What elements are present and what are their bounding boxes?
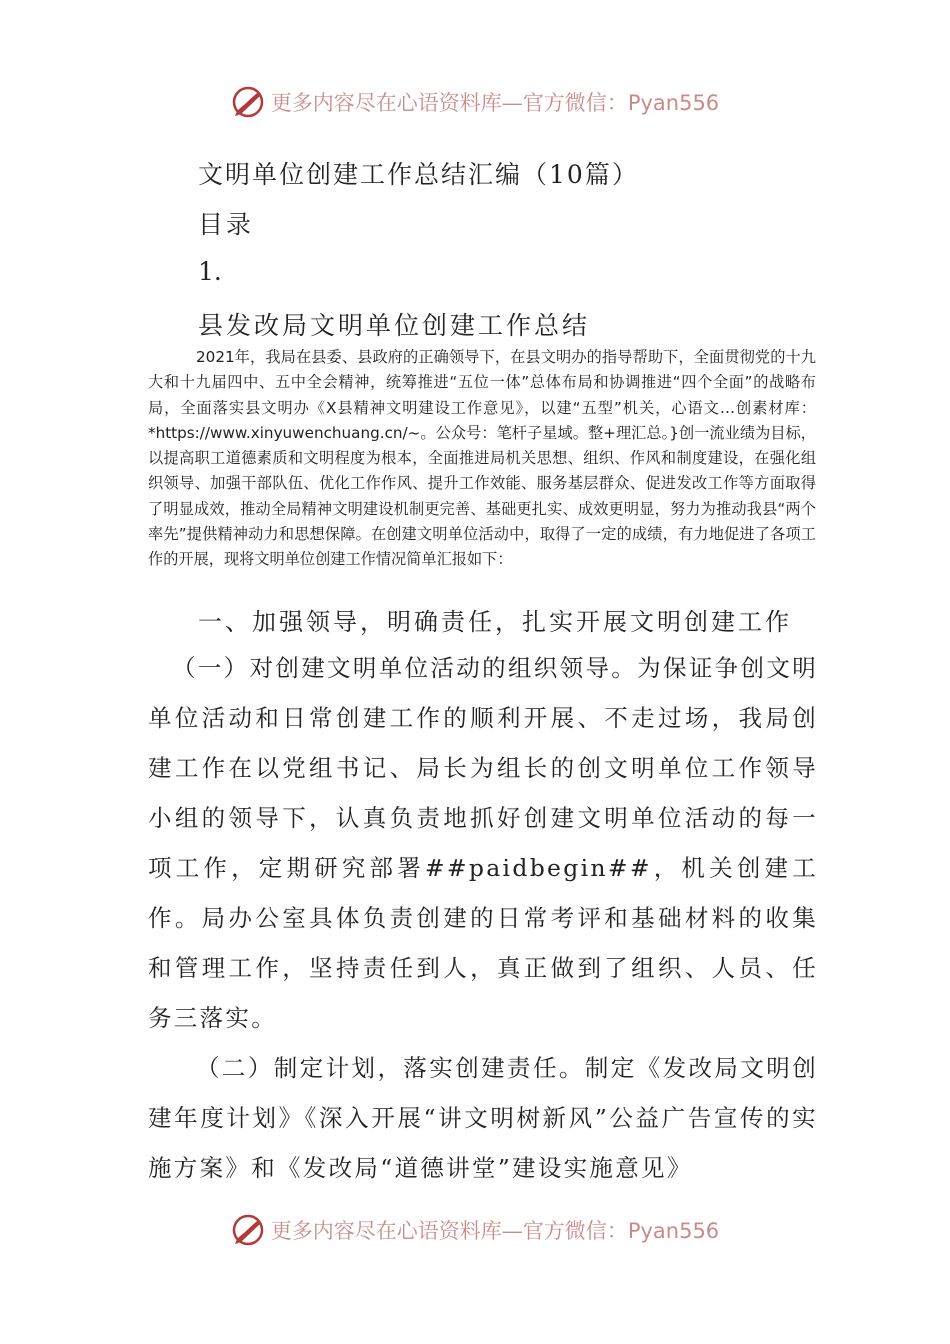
- toc-heading: 目录: [198, 210, 255, 239]
- header-watermark: [0, 82, 950, 122]
- document-title: 文明单位创建工作总结汇编（10篇）: [198, 160, 639, 189]
- pen-logo-icon: [231, 1213, 265, 1247]
- body-paragraph-2: （二）制定计划，落实创建责任。制定《发改局文明创建年度计划》《深入开展“讲文明树新风”公益广告宣传的实施方案》和《发改局“道德讲堂”建设实施意见》: [148, 1054, 818, 1182]
- intro-paragraph: 2021年，我局在县委、县政府的正确领导下，在县文明办的指导帮助下，全面贯彻党的十九大和十九届四中、五中全会精神，统筹推进“五位一体”总体布局和协调推进“四个全面”的战略布局，全面落实县文明办《X县精神文明建设工作意见》，以建“五型”机关，心语文…创素材库：*https://www.xinyuwenchuang.cn/~。公众号：笔杆子星域。整+理汇总。}创一流业绩为目标，以提高职工道德素质和文明程度为根本，全面推进局机关思想、组织、作风和制度建设，在强化组织领导、加强干部队伍、优化工作作风、提升工作效能、服务基层群众、促进发改工作等方面取得了明显成效，推动全局精神文明建设机制更完善、基础更扎实、成效更明显，努力为推动我县“两个率先”提供精神动力和思想保障。在创建文明单位活动中，取得了一定的成绩，有力地促进了各项工作的开展，现将文明单位创建工作情况简单汇报如下：: [148, 348, 816, 569]
- toc-item-number: 1.: [198, 257, 222, 286]
- footer-watermark: [0, 1210, 950, 1250]
- body-paragraph-1: （一）对创建文明单位活动的组织领导。为保证争创文明单位活动和日常创建工作的顺利开展、不走过场，我局创建工作在以党组书记、局长为组长的创文明单位工作领导小组的领导下，认真负责地抓好创建文明单位活动的每一项工作，定期研究部署##paidbegin##，机关创建工作。局办公室具体负责创建的日常考评和基础材料的收集和管理工作，坚持责任到人，真正做到了组织、人员、任务三落实。: [148, 654, 818, 1032]
- pen-logo-icon: [231, 85, 265, 119]
- watermark-text: 更多内容尽在心语资料库—官方微信：Pyan556: [270, 1219, 720, 1243]
- watermark-text: 更多内容尽在心语资料库—官方微信：Pyan556: [270, 91, 720, 115]
- article-title: 县发改局文明单位创建工作总结: [198, 311, 591, 340]
- section-heading: 一、加强领导，明确责任，扎实开展文明创建工作: [198, 608, 792, 636]
